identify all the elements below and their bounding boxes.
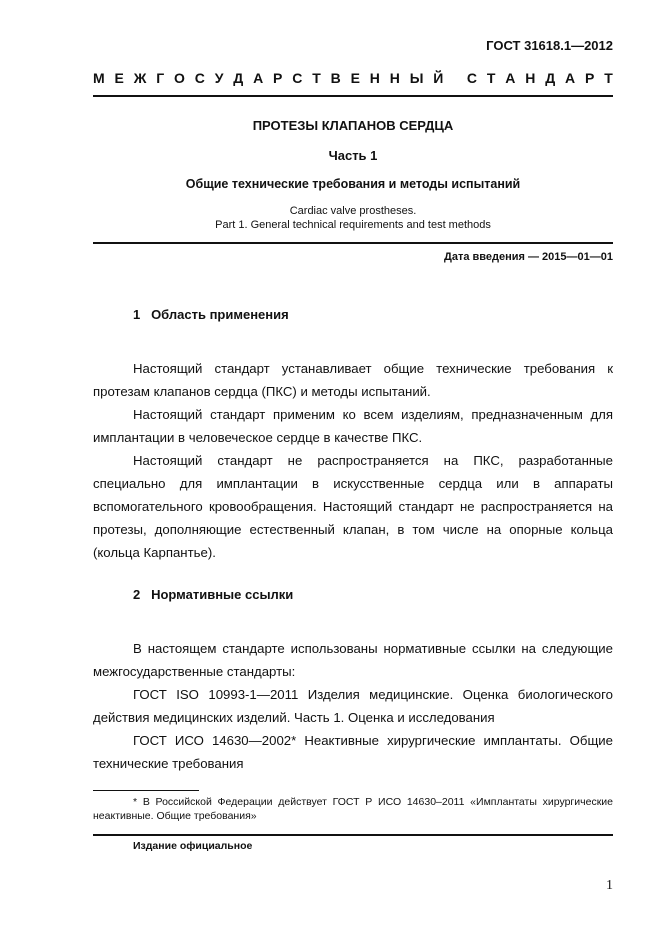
english-title-line1: Cardiac valve prostheses. bbox=[289, 205, 417, 217]
interstate-letter: Т bbox=[312, 70, 321, 86]
interstate-letter: Р bbox=[585, 70, 595, 86]
interstate-letter: Й bbox=[433, 70, 444, 86]
bottom-rule bbox=[93, 834, 613, 836]
edition-label: Издание официальное bbox=[133, 840, 253, 852]
standard-subtitle: Общие технические требования и методы испытаний bbox=[185, 177, 521, 191]
interstate-letter: А bbox=[253, 70, 264, 86]
interstate-letter: О bbox=[173, 70, 185, 86]
interstate-letter: Т bbox=[604, 70, 613, 86]
section-heading-references: 2 Нормативные ссылки bbox=[133, 587, 294, 602]
title-rule bbox=[93, 242, 613, 244]
paragraph: Настоящий стандарт устанавливает общие технические требования к протезам клапанов сердца (ПКС) и методы испытаний. bbox=[93, 361, 613, 399]
page-number: 1 bbox=[606, 878, 613, 893]
paragraph: В настоящем стандарте использованы нормативные ссылки на следующие межгосударственные стандарты: bbox=[93, 641, 613, 679]
paragraph: Настоящий стандарт не распространяется на ПКС, разработанные специально для имплантации в искусственные сердца или в аппараты вспомогательного кровообращения. Настоящий стандарт не распространяется на протезы, дополняющие естественный клапан, в том числе на опорные кольца (кольца Карпантье). bbox=[93, 453, 613, 560]
interstate-letter: Н bbox=[389, 70, 400, 86]
document-number: ГОСТ 31618.1—2012 bbox=[486, 38, 613, 53]
interstate-letter: А bbox=[565, 70, 576, 86]
interstate-letter: Н bbox=[525, 70, 536, 86]
section-heading-scope: 1 Область применения bbox=[133, 307, 289, 322]
english-title-line2: Part 1. General technical requirements and test methods bbox=[215, 219, 491, 231]
interstate-letter: У bbox=[214, 70, 224, 86]
footnote-rule bbox=[93, 790, 199, 791]
interstate-letter: С bbox=[194, 70, 205, 86]
paragraph: ГОСТ ISO 10993-1—2011 Изделия медицинские. Оценка биологического действия медицинских изделий. Часть 1. Оценка и исследования bbox=[93, 687, 613, 725]
interstate-letter: Н bbox=[369, 70, 380, 86]
interstate-letter: Г bbox=[156, 70, 165, 86]
interstate-letter: М bbox=[93, 70, 105, 86]
interstate-letter: Т bbox=[486, 70, 496, 86]
interstate-word-gap bbox=[453, 70, 457, 86]
part-label: Часть 1 bbox=[328, 148, 378, 163]
standard-title: ПРОТЕЗЫ КЛАПАНОВ СЕРДЦА bbox=[252, 118, 454, 133]
interstate-letter: Е bbox=[114, 70, 124, 86]
interstate-letter: Ж bbox=[133, 70, 147, 86]
paragraph: Настоящий стандарт применим ко всем изделиям, предназначенным для имплантации в человеческое сердце в качестве ПКС. bbox=[93, 407, 613, 445]
top-rule bbox=[93, 95, 613, 97]
footnote: * В Российской Федерации действует ГОСТ Р ИСО 14630–2011 «Имплантаты хирургические неактивные. Общие требования» bbox=[93, 796, 613, 822]
paragraph: ГОСТ ИСО 14630—2002* Неактивные хирургические имплантаты. Общие технические требования bbox=[93, 733, 613, 771]
interstate-letter: Ы bbox=[409, 70, 424, 86]
interstate-letter: В bbox=[330, 70, 341, 86]
interstate-letter: А bbox=[505, 70, 516, 86]
interstate-letter: Е bbox=[350, 70, 360, 86]
interstate-letter: Р bbox=[273, 70, 283, 86]
interstate-standard-label bbox=[93, 70, 613, 86]
introduction-date: Дата введения — 2015—01—01 bbox=[444, 251, 613, 263]
interstate-letter: С bbox=[466, 70, 478, 86]
interstate-letter: С bbox=[292, 70, 303, 86]
interstate-letter: Д bbox=[545, 70, 556, 86]
interstate-letter: Д bbox=[233, 70, 244, 86]
